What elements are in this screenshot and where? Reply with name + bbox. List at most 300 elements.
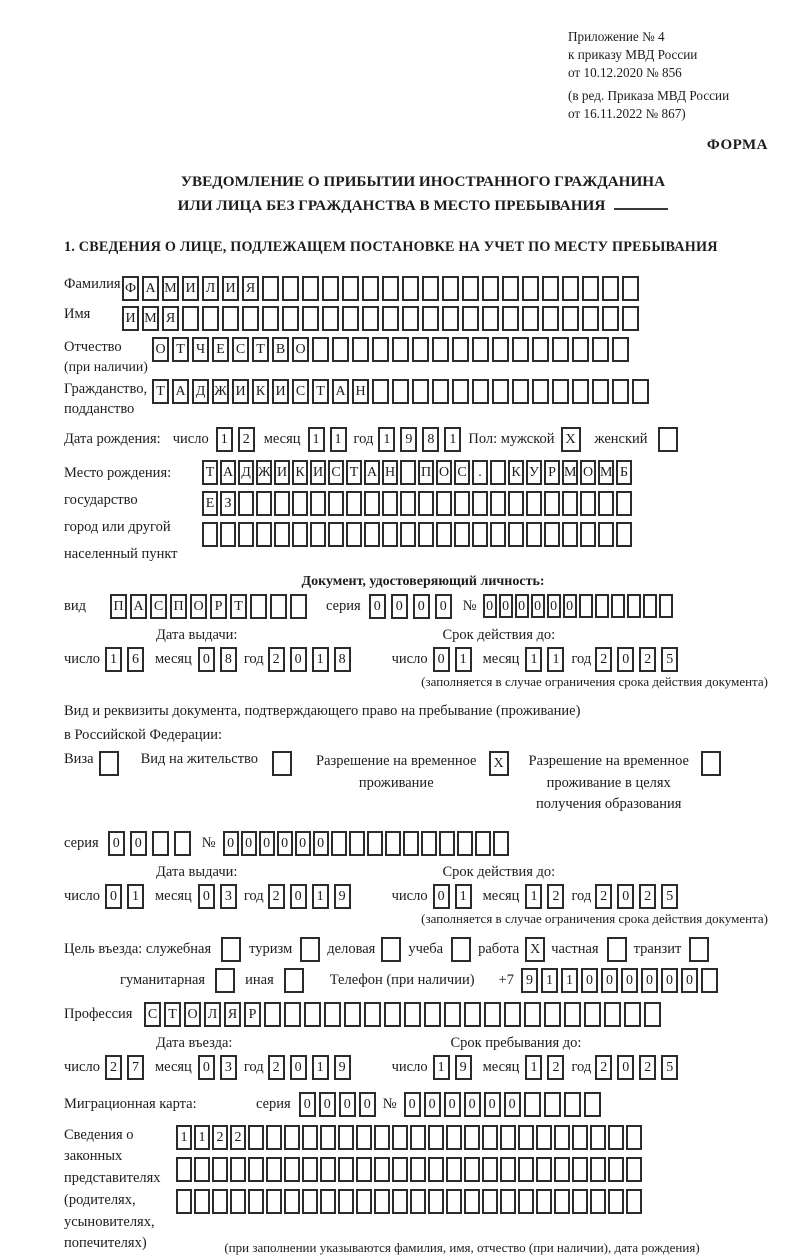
char-cell: [446, 1157, 462, 1182]
entry-dates-headings: [64, 1035, 782, 1052]
char-cell: [284, 1002, 301, 1027]
char-cell: С: [292, 379, 309, 404]
char-cell: 2: [639, 1055, 656, 1080]
char-cell: [475, 831, 491, 856]
char-cell: 0: [617, 1055, 634, 1080]
char-cell: [222, 306, 239, 331]
char-cell: [608, 1157, 624, 1182]
char-cell: 0: [641, 968, 658, 993]
purpose-tourism-label: туризм: [249, 940, 293, 957]
char-cell: [344, 1002, 361, 1027]
char-cell: [400, 522, 416, 547]
char-cell: [364, 491, 380, 516]
char-cell: [444, 1002, 461, 1027]
birthdate-label: Дата рождения:: [64, 431, 161, 448]
char-cell: [542, 306, 559, 331]
birth-day-cells: [216, 427, 260, 452]
char-cell: И: [310, 460, 326, 485]
appendix-line: к приказу МВД России: [568, 46, 698, 62]
char-cell: [202, 522, 218, 547]
char-cell: С: [232, 337, 249, 362]
char-cell: П: [170, 594, 187, 619]
char-cell: 0: [404, 1092, 421, 1117]
char-cell: [320, 1189, 336, 1214]
char-cell: [502, 306, 519, 331]
stay-day-cells: [433, 1055, 477, 1080]
year-label: год: [571, 887, 592, 904]
char-cell: [338, 1125, 354, 1150]
birth-month-cells: [308, 427, 352, 452]
char-cell: 1: [433, 1055, 450, 1080]
month-label: месяц: [154, 1058, 192, 1075]
purpose-other-checkbox: [284, 968, 304, 993]
form-title: [64, 170, 782, 217]
char-cell: 0: [290, 647, 307, 672]
char-cell: Ж: [256, 460, 272, 485]
char-cell: [432, 337, 449, 362]
char-cell: [362, 306, 379, 331]
char-cell: [418, 522, 434, 547]
char-cell: [176, 1157, 192, 1182]
char-cell: [202, 306, 219, 331]
char-cell: [439, 831, 455, 856]
char-cell: 6: [127, 647, 144, 672]
char-cell: 0: [547, 594, 561, 618]
char-cell: 1: [312, 884, 329, 909]
char-cell: 1: [330, 427, 347, 452]
permit-issue-day-cells: [105, 884, 149, 909]
char-cell: Т: [252, 337, 269, 362]
char-cell: 0: [339, 1092, 356, 1117]
char-cell: [598, 491, 614, 516]
char-cell: [626, 1157, 642, 1182]
char-cell: [212, 1189, 228, 1214]
char-cell: О: [190, 594, 207, 619]
char-cell: [608, 1125, 624, 1150]
char-cell: Т: [164, 1002, 181, 1027]
char-cell: [564, 1002, 581, 1027]
char-cell: 0: [424, 1092, 441, 1117]
permit-type-row: [64, 751, 782, 814]
char-cell: [422, 306, 439, 331]
char-cell: К: [292, 460, 308, 485]
char-cell: [194, 1157, 210, 1182]
name-cells: [122, 306, 642, 331]
temp-residence-edu-checkbox: [701, 751, 721, 776]
char-cell: [304, 1002, 321, 1027]
char-cell: [644, 1002, 661, 1027]
char-cell: [482, 306, 499, 331]
char-cell: О: [152, 337, 169, 362]
char-cell: [500, 1157, 516, 1182]
char-cell: [284, 1125, 300, 1150]
char-cell: [392, 379, 409, 404]
permit-series-label: серия: [64, 834, 99, 851]
char-cell: А: [130, 594, 147, 619]
char-cell: Р: [210, 594, 227, 619]
char-cell: 0: [295, 831, 311, 856]
char-cell: [608, 1189, 624, 1214]
char-cell: В: [272, 337, 289, 362]
char-cell: П: [418, 460, 434, 485]
char-cell: Л: [202, 276, 219, 301]
residence-permit-label: Вид на жительство: [140, 751, 259, 768]
char-cell: 1: [444, 427, 461, 452]
char-cell: 9: [334, 1055, 351, 1080]
char-cell: С: [454, 460, 470, 485]
char-cell: [274, 522, 290, 547]
char-cell: 1: [216, 427, 233, 452]
citizenship-cells: [152, 379, 652, 404]
char-cell: 2: [212, 1125, 228, 1150]
char-cell: 5: [661, 1055, 678, 1080]
char-cell: [356, 1125, 372, 1150]
char-cell: [544, 1092, 561, 1117]
char-cell: 1: [378, 427, 395, 452]
char-cell: [592, 379, 609, 404]
char-cell: [356, 1189, 372, 1214]
title-blank-underline: [614, 195, 668, 210]
char-cell: [385, 831, 401, 856]
birthplace-label: Место рождения: государство город или другой населенный пункт: [64, 465, 178, 562]
profession-row: [64, 1002, 782, 1027]
char-cell: М: [162, 276, 179, 301]
char-cell: [526, 491, 542, 516]
char-cell: 0: [617, 647, 634, 672]
char-cell: 8: [422, 427, 439, 452]
char-cell: [292, 491, 308, 516]
char-cell: 2: [595, 1055, 612, 1080]
char-cell: [464, 1002, 481, 1027]
char-cell: М: [598, 460, 614, 485]
char-cell: [256, 522, 272, 547]
char-cell: 0: [621, 968, 638, 993]
surname-label: Фамилия: [64, 276, 121, 293]
char-cell: 0: [433, 884, 450, 909]
char-cell: [270, 594, 287, 619]
char-cell: 1: [194, 1125, 210, 1150]
char-cell: [508, 522, 524, 547]
char-cell: 0: [617, 884, 634, 909]
char-cell: [342, 276, 359, 301]
rekvizity-line2: в Российской Федерации:: [64, 726, 223, 743]
char-cell: 1: [525, 1055, 542, 1080]
permit-valid-heading: Срок действия до:: [442, 863, 556, 880]
char-cell: О: [580, 460, 596, 485]
char-cell: К: [252, 379, 269, 404]
migcard-number-cells: [404, 1092, 604, 1117]
char-cell: [490, 522, 506, 547]
char-cell: [256, 491, 272, 516]
char-cell: И: [222, 276, 239, 301]
char-cell: [492, 379, 509, 404]
representatives-cells-block: [176, 1125, 748, 1256]
char-cell: [632, 379, 649, 404]
char-cell: [472, 379, 489, 404]
section1-heading: 1. СВЕДЕНИЯ О ЛИЦЕ, ПОДЛЕЖАЩЕМ ПОСТАНОВКЕ НА УЧЕТ ПО МЕСТУ ПРЕБЫВАНИЯ: [64, 239, 718, 256]
char-cell: [264, 1002, 281, 1027]
char-cell: [404, 1002, 421, 1027]
char-cell: Я: [242, 276, 259, 301]
char-cell: И: [272, 379, 289, 404]
char-cell: А: [332, 379, 349, 404]
char-cell: О: [292, 337, 309, 362]
purpose-humanitarian-checkbox: [215, 968, 235, 993]
entry-year-cells: [268, 1055, 356, 1080]
char-cell: 0: [359, 1092, 376, 1117]
char-cell: А: [220, 460, 236, 485]
char-cell: [238, 522, 254, 547]
birth-year-cells: [378, 427, 466, 452]
char-cell: [384, 1002, 401, 1027]
char-cell: [250, 594, 267, 619]
month-label: месяц: [154, 650, 192, 667]
char-cell: [266, 1189, 282, 1214]
char-cell: [462, 306, 479, 331]
char-cell: Р: [544, 460, 560, 485]
char-cell: Д: [192, 379, 209, 404]
char-cell: [194, 1189, 210, 1214]
day-label: число: [391, 650, 428, 667]
char-cell: [536, 1189, 552, 1214]
char-cell: [524, 1092, 541, 1117]
char-cell: 2: [105, 1055, 122, 1080]
char-cell: О: [184, 1002, 201, 1027]
char-cell: [554, 1189, 570, 1214]
char-cell: [462, 276, 479, 301]
char-cell: [262, 306, 279, 331]
doc-type-row: [64, 594, 782, 619]
temp-residence-checkbox: X: [489, 751, 509, 776]
char-cell: [572, 337, 589, 362]
char-cell: [302, 1125, 318, 1150]
char-cell: [292, 522, 308, 547]
day-label: число: [64, 1058, 100, 1075]
permit-valid-day-cells: [433, 884, 477, 909]
char-cell: [544, 1002, 561, 1027]
visa-checkbox: [99, 751, 119, 776]
representatives-row: [64, 1125, 782, 1256]
year-label: год: [243, 1058, 264, 1075]
char-cell: [500, 1189, 516, 1214]
appendix-line: от 16.11.2022 № 867): [568, 106, 686, 122]
char-cell: [482, 1125, 498, 1150]
char-cell: Т: [312, 379, 329, 404]
doc-dates-row: [64, 647, 782, 672]
permit-number-cells: [223, 831, 511, 856]
permit-valid-month-cells: [525, 884, 569, 909]
permit-dates-row: [64, 884, 782, 909]
char-cell: [372, 337, 389, 362]
char-cell: 0: [130, 831, 147, 856]
migcard-series-cells: [299, 1092, 379, 1117]
char-cell: [512, 379, 529, 404]
stay-month-cells: [525, 1055, 569, 1080]
char-cell: 0: [198, 884, 215, 909]
char-cell: Т: [152, 379, 169, 404]
char-cell: [590, 1189, 606, 1214]
char-cell: О: [436, 460, 452, 485]
char-cell: [331, 831, 347, 856]
char-cell: [544, 522, 560, 547]
char-cell: [402, 306, 419, 331]
surname-cells: [122, 276, 642, 301]
purpose-transit-label: транзит: [633, 940, 682, 957]
entry-dates-row: [64, 1055, 782, 1080]
char-cell: [490, 491, 506, 516]
char-cell: [616, 491, 632, 516]
year-label: год: [571, 1058, 592, 1075]
char-cell: 1: [455, 884, 472, 909]
char-cell: [338, 1189, 354, 1214]
char-cell: С: [150, 594, 167, 619]
representatives-label: Сведения о законных представителях (родителях, усыновителях, попечителях): [64, 1126, 161, 1252]
char-cell: [616, 522, 632, 547]
char-cell: [242, 306, 259, 331]
char-cell: 0: [369, 594, 386, 619]
form-title-line2: ИЛИ ЛИЦА БЕЗ ГРАЖДАНСТВА В МЕСТО ПРЕБЫВАНИЯ: [64, 194, 782, 218]
char-cell: 1: [176, 1125, 192, 1150]
char-cell: [554, 1157, 570, 1182]
char-cell: Я: [224, 1002, 241, 1027]
char-cell: [572, 1189, 588, 1214]
char-cell: [562, 491, 578, 516]
patronymic-cells: [152, 337, 632, 362]
char-cell: [562, 276, 579, 301]
name-row: [64, 306, 782, 331]
month-label: месяц: [154, 887, 192, 904]
char-cell: Ч: [192, 337, 209, 362]
char-cell: 2: [547, 884, 564, 909]
char-cell: 0: [259, 831, 275, 856]
char-cell: [457, 831, 473, 856]
rekvizity-block: [64, 700, 782, 748]
char-cell: [622, 306, 639, 331]
char-cell: 2: [639, 647, 656, 672]
char-cell: [238, 491, 254, 516]
doc-type-label: вид: [64, 597, 86, 614]
purpose-row: [64, 937, 782, 962]
char-cell: [446, 1125, 462, 1150]
month-label: месяц: [482, 1058, 520, 1075]
birthplace-cells-block: [202, 460, 634, 547]
char-cell: [382, 276, 399, 301]
doc-valid-day-cells: [433, 647, 477, 672]
char-cell: 0: [504, 1092, 521, 1117]
char-cell: [400, 460, 416, 485]
char-cell: 3: [220, 1055, 237, 1080]
char-cell: [421, 831, 437, 856]
char-cell: [310, 491, 326, 516]
char-cell: [364, 1002, 381, 1027]
entry-month-cells: [198, 1055, 242, 1080]
purpose-private-label: частная: [551, 940, 599, 957]
char-cell: 0: [391, 594, 408, 619]
char-cell: Ф: [122, 276, 139, 301]
char-cell: [352, 337, 369, 362]
char-cell: [412, 379, 429, 404]
day-label: число: [172, 431, 209, 448]
birthdate-row: [64, 427, 782, 452]
char-cell: [284, 1189, 300, 1214]
appendix-block: [568, 28, 782, 123]
char-cell: [274, 491, 290, 516]
temp-residence-label: Разрешение на временное проживание: [316, 753, 477, 791]
char-cell: [346, 522, 362, 547]
char-cell: С: [144, 1002, 161, 1027]
char-cell: .: [472, 460, 488, 485]
identity-doc-heading: Документ, удостоверяющий личность:: [301, 573, 545, 589]
char-cell: [410, 1157, 426, 1182]
stay-until-heading: Срок пребывания до:: [450, 1034, 582, 1051]
char-cell: Т: [230, 594, 247, 619]
char-cell: [302, 1157, 318, 1182]
char-cell: [564, 1092, 581, 1117]
char-cell: 0: [563, 594, 577, 618]
permit-issue-year-cells: [268, 884, 356, 909]
char-cell: К: [508, 460, 524, 485]
doc-type-cells: [110, 594, 310, 619]
char-cell: [436, 522, 452, 547]
char-cell: [328, 491, 344, 516]
char-cell: [266, 1157, 282, 1182]
purpose-work-checkbox: X: [525, 937, 545, 962]
char-cell: [410, 1125, 426, 1150]
month-label: месяц: [482, 887, 520, 904]
char-cell: [410, 1189, 426, 1214]
char-cell: 2: [595, 647, 612, 672]
char-cell: 9: [521, 968, 538, 993]
day-label: число: [64, 887, 100, 904]
char-cell: [500, 1125, 516, 1150]
patronymic-label: Отчество (при наличии): [64, 339, 148, 375]
permit-number-label: №: [201, 834, 216, 851]
char-cell: [374, 1189, 390, 1214]
permit-valid-year-cells: [595, 884, 683, 909]
char-cell: 0: [499, 594, 513, 618]
char-cell: [422, 276, 439, 301]
char-cell: [626, 1189, 642, 1214]
char-cell: [374, 1157, 390, 1182]
char-cell: 2: [639, 884, 656, 909]
char-cell: [282, 306, 299, 331]
char-cell: [572, 1125, 588, 1150]
char-cell: Е: [202, 491, 218, 516]
appendix-line: Приложение № 4: [568, 29, 665, 44]
char-cell: 0: [681, 968, 698, 993]
char-cell: Л: [204, 1002, 221, 1027]
char-cell: 1: [541, 968, 558, 993]
char-cell: [604, 1002, 621, 1027]
char-cell: [402, 276, 419, 301]
char-cell: 0: [601, 968, 618, 993]
representatives-cells-row1: [176, 1125, 748, 1150]
char-cell: 2: [230, 1125, 246, 1150]
permit-series-cells: [108, 831, 196, 856]
purpose-private-checkbox: [607, 937, 627, 962]
profession-cells: [144, 1002, 664, 1027]
representatives-note: (при заполнении указываются фамилия, имя, отчество (при наличии), дата рождения): [224, 1239, 700, 1255]
char-cell: [595, 594, 609, 618]
char-cell: [552, 337, 569, 362]
char-cell: [174, 831, 191, 856]
char-cell: 2: [268, 884, 285, 909]
char-cell: [392, 337, 409, 362]
char-cell: [452, 337, 469, 362]
char-cell: [464, 1125, 480, 1150]
char-cell: Е: [212, 337, 229, 362]
char-cell: [367, 831, 383, 856]
